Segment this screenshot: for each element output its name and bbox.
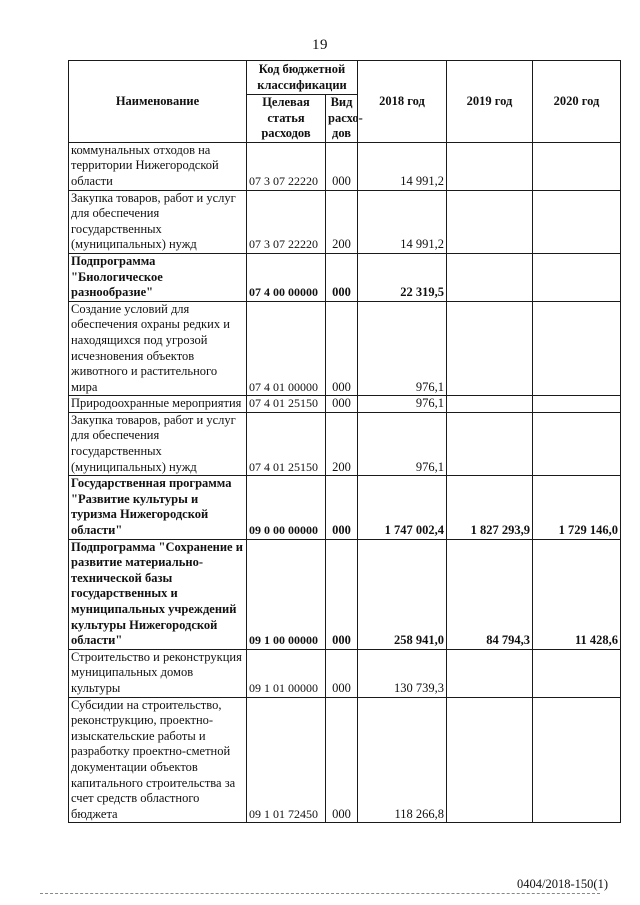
- row-kind: 200: [326, 412, 358, 475]
- row-2019: [447, 142, 533, 190]
- row-2018: 1 747 002,4: [358, 476, 447, 539]
- header-year-2020: 2020 год: [533, 61, 621, 143]
- row-name: Государственная программа "Развитие культуры и туризма Нижегородской области": [69, 476, 247, 539]
- table-row: [69, 301, 621, 396]
- table-row: [69, 697, 621, 823]
- row-2019: [447, 649, 533, 697]
- row-2020: [533, 190, 621, 253]
- row-kind: 000: [326, 396, 358, 413]
- row-kind: 000: [326, 539, 358, 649]
- row-2020: 11 428,6: [533, 539, 621, 649]
- row-2019: 1 827 293,9: [447, 476, 533, 539]
- table-row: [69, 253, 621, 301]
- table-row: [69, 190, 621, 253]
- table-row: [69, 142, 621, 190]
- row-kind: 000: [326, 476, 358, 539]
- row-code: 09 1 00 00000: [247, 539, 326, 649]
- header-year-2019: 2019 год: [447, 61, 533, 143]
- row-kind: 000: [326, 253, 358, 301]
- header-name: Наименование: [69, 61, 247, 143]
- row-kind: 200: [326, 190, 358, 253]
- row-name: Подпрограмма "Биологическое разнообразие": [69, 253, 247, 301]
- row-name: Закупка товаров, работ и услуг для обеспечения государственных (муниципальных) нужд: [69, 190, 247, 253]
- table-row: [69, 649, 621, 697]
- budget-table: [68, 60, 621, 823]
- row-code: 09 1 01 00000: [247, 649, 326, 697]
- row-2018: 258 941,0: [358, 539, 447, 649]
- row-2020: [533, 253, 621, 301]
- row-2019: [447, 253, 533, 301]
- header-code-group: Код бюджетной классификации: [247, 61, 358, 95]
- row-2018: 130 739,3: [358, 649, 447, 697]
- header-year-2018: 2018 год: [358, 61, 447, 143]
- row-code: 07 4 00 00000: [247, 253, 326, 301]
- row-2018: 118 266,8: [358, 697, 447, 823]
- row-2018: 976,1: [358, 301, 447, 396]
- row-code: 07 3 07 22220: [247, 190, 326, 253]
- row-kind: 000: [326, 142, 358, 190]
- table-row: [69, 396, 621, 413]
- row-code: 09 1 01 72450: [247, 697, 326, 823]
- row-2020: [533, 396, 621, 413]
- row-kind: 000: [326, 697, 358, 823]
- row-code: 09 0 00 00000: [247, 476, 326, 539]
- document-footer-code: 0404/2018-150(1): [517, 877, 608, 891]
- row-code: 07 3 07 22220: [247, 142, 326, 190]
- row-2019: 84 794,3: [447, 539, 533, 649]
- row-2019: [447, 396, 533, 413]
- row-2019: [447, 697, 533, 823]
- row-name: Природоохранные мероприятия: [69, 396, 247, 413]
- row-2020: [533, 697, 621, 823]
- row-2018: 14 991,2: [358, 142, 447, 190]
- row-code: 07 4 01 25150: [247, 396, 326, 413]
- row-2020: [533, 142, 621, 190]
- row-name: Строительство и реконструкция муниципальных домов культуры: [69, 649, 247, 697]
- row-name: Подпрограмма "Сохранение и развитие материально-технической базы государственных и муниципальных учреждений культуры Нижегородской области": [69, 539, 247, 649]
- row-2020: [533, 412, 621, 475]
- row-name: Закупка товаров, работ и услуг для обеспечения государственных (муниципальных) нужд: [69, 412, 247, 475]
- table-row: [69, 412, 621, 475]
- row-name: коммунальных отходов на территории Нижегородской области: [69, 142, 247, 190]
- row-2019: [447, 190, 533, 253]
- row-kind: 000: [326, 301, 358, 396]
- row-code: 07 4 01 25150: [247, 412, 326, 475]
- header-target-article: Целевая статья расходов: [247, 95, 326, 143]
- row-code: 07 4 01 00000: [247, 301, 326, 396]
- row-2018: 22 319,5: [358, 253, 447, 301]
- header-expense-kind: Вид расхо-дов: [326, 95, 358, 143]
- row-kind: 000: [326, 649, 358, 697]
- row-2020: [533, 301, 621, 396]
- row-2019: [447, 301, 533, 396]
- row-2019: [447, 412, 533, 475]
- row-2020: [533, 649, 621, 697]
- row-2018: 976,1: [358, 412, 447, 475]
- row-2018: 976,1: [358, 396, 447, 413]
- table-row: [69, 539, 621, 649]
- row-name: Создание условий для обеспечения охраны редких и находящихся под угрозой исчезновения объектов животного и растительного мира: [69, 301, 247, 396]
- row-2018: 14 991,2: [358, 190, 447, 253]
- row-2020: 1 729 146,0: [533, 476, 621, 539]
- scan-divider: [40, 893, 600, 894]
- page-number: 19: [312, 37, 328, 53]
- row-name: Субсидии на строительство, реконструкцию, проектно-изыскательские работы и разработку проектно-сметной документации объектов капитального строительства за счет средств областного бюджета: [69, 697, 247, 823]
- table-row: [69, 476, 621, 539]
